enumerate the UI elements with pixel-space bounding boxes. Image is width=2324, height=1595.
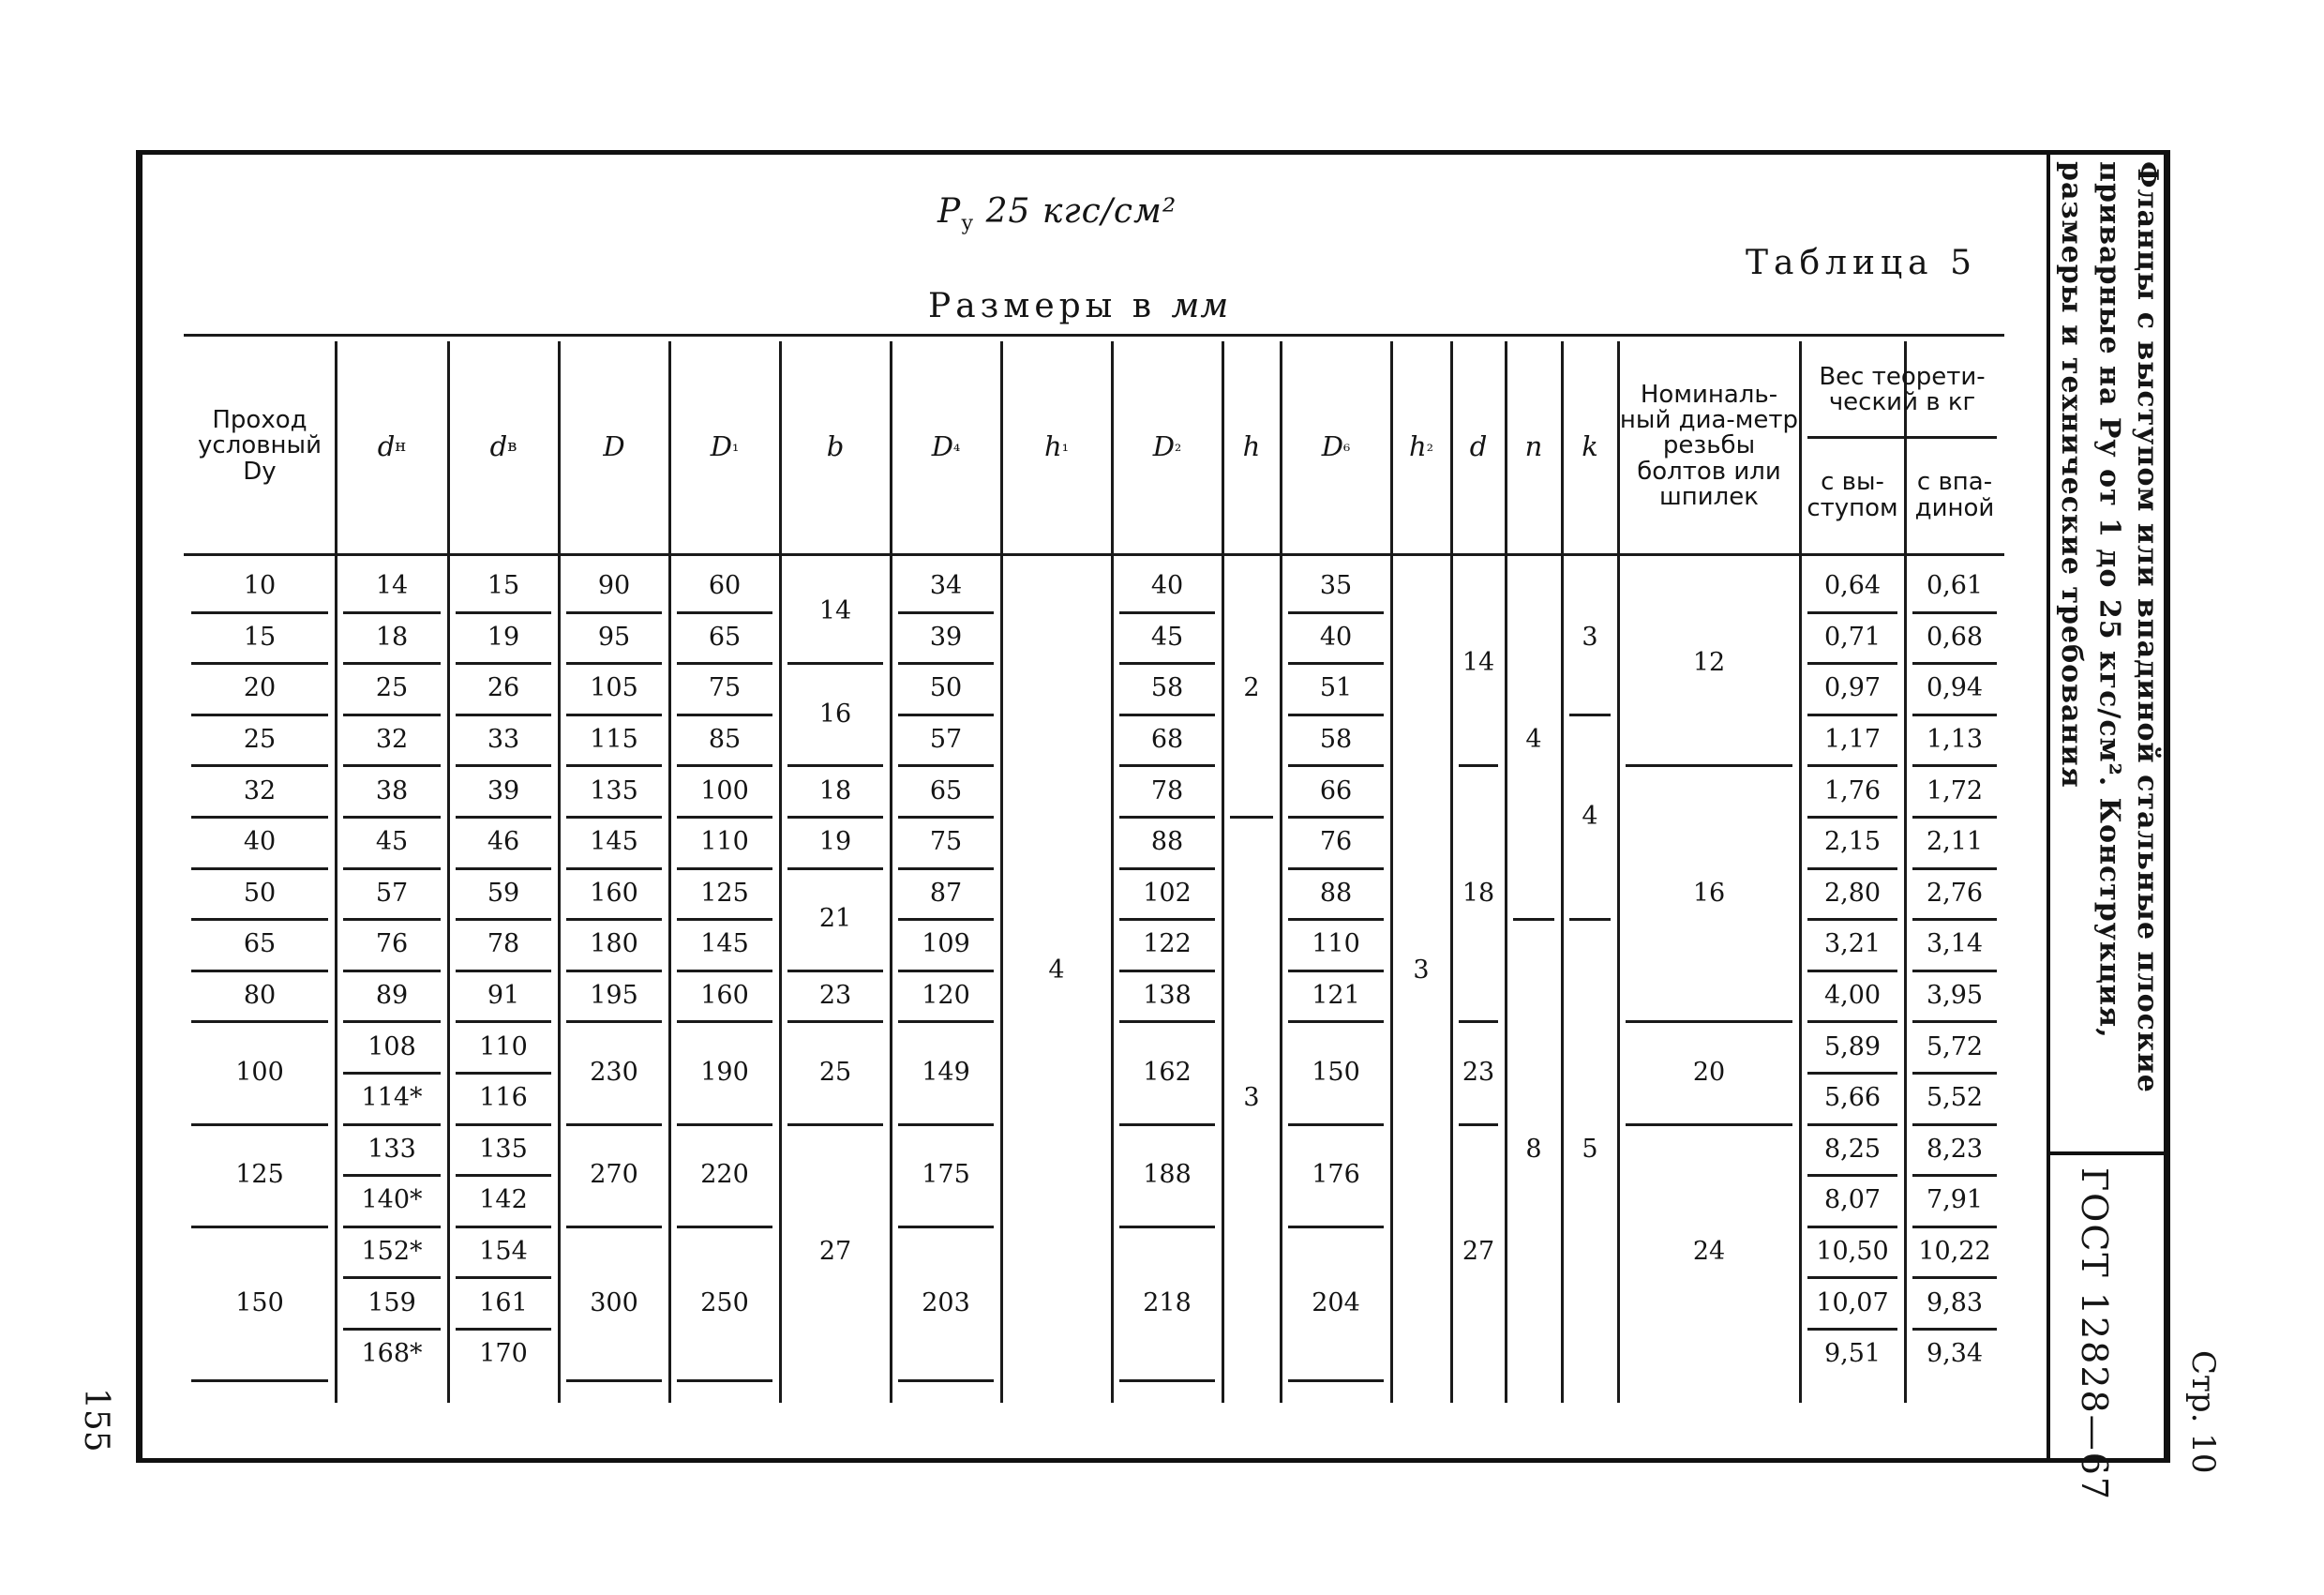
cell-dn: 114* [361, 1083, 423, 1113]
cell-d: 23 [1462, 1057, 1495, 1087]
cell-D1: 220 [700, 1160, 749, 1190]
cell-w2: 5,52 [1926, 1083, 1984, 1113]
cell-w2: 2,76 [1926, 878, 1984, 908]
cell-thread: 16 [1692, 878, 1726, 908]
cell-D6: 76 [1319, 827, 1353, 857]
cell-D1: 160 [700, 980, 749, 1010]
cell-dn: 108 [367, 1031, 416, 1061]
cell-D2: 122 [1143, 929, 1192, 959]
cell-rule [1230, 816, 1273, 819]
cell-dv: 116 [479, 1083, 528, 1113]
cell-D: 230 [590, 1057, 638, 1087]
cell-D: 115 [590, 724, 638, 754]
cell-dv: 78 [487, 929, 520, 959]
cell-D2: 45 [1150, 622, 1184, 652]
cell-w2: 5,72 [1926, 1031, 1984, 1061]
side-title: Фланцы с выступом или впадиной стальные плоские приварные на Pу от 1 до 25 кгс/см². Конструкция, размеры и технические требования [2055, 161, 2164, 1093]
cell-h1: 4 [1048, 955, 1065, 985]
cell-k: 4 [1582, 801, 1598, 831]
cell-w1: 8,07 [1823, 1185, 1882, 1215]
page-number-left: 155 [77, 1388, 115, 1452]
cell-w1: 5,89 [1823, 1031, 1882, 1061]
header-h1: h ₁ [1044, 429, 1069, 462]
cell-D: 145 [590, 827, 638, 857]
cell-w1: 2,15 [1823, 827, 1882, 857]
header-h: h [1242, 429, 1261, 462]
cell-w1: 2,80 [1823, 878, 1882, 908]
cell-D4: 50 [929, 673, 963, 703]
cell-thread: 24 [1692, 1236, 1726, 1266]
cell-D1: 145 [700, 929, 749, 959]
cell-b: 16 [818, 699, 852, 729]
cell-k: 5 [1582, 1134, 1598, 1164]
header-b: b [826, 429, 845, 462]
gost-number: ГОСТ 12828—67 [2074, 1167, 2115, 1502]
cell-w2: 10,22 [1918, 1236, 1991, 1266]
header-D2: D ₂ [1152, 429, 1182, 462]
cell-D4: 34 [929, 571, 963, 601]
cell-w1: 9,51 [1823, 1339, 1882, 1369]
cell-b: 18 [818, 775, 852, 805]
cell-w1: 1,17 [1823, 724, 1882, 754]
cell-dv: 170 [479, 1339, 528, 1369]
cell-w2: 9,34 [1926, 1339, 1984, 1369]
cell-w1: 1,76 [1823, 775, 1882, 805]
cell-dn: 152* [361, 1236, 423, 1266]
cell-w2: 1,13 [1926, 724, 1984, 754]
header-D1: D ₁ [710, 429, 740, 462]
cell-w2: 7,91 [1926, 1185, 1984, 1215]
cell-w2: 3,14 [1926, 929, 1984, 959]
cell-D2: 218 [1143, 1287, 1192, 1317]
cell-D6: 204 [1312, 1287, 1360, 1317]
cell-dv: 26 [487, 673, 520, 703]
cell-b: 21 [818, 904, 852, 934]
cell-D2: 138 [1143, 980, 1192, 1010]
cell-D: 135 [590, 775, 638, 805]
cell-rule [1119, 1379, 1215, 1382]
frame-divider [2047, 150, 2050, 1463]
cell-D6: 150 [1312, 1057, 1360, 1087]
cell-D6: 51 [1319, 673, 1353, 703]
cell-D1: 75 [708, 673, 742, 703]
cell-dn: 57 [375, 878, 409, 908]
cell-w2: 9,83 [1926, 1287, 1984, 1317]
cell-rule [191, 1379, 328, 1382]
cell-w2: 8,23 [1926, 1134, 1984, 1164]
cell-b: 23 [818, 980, 852, 1010]
cell-D1: 250 [700, 1287, 749, 1317]
cell-dy: 15 [243, 622, 277, 652]
weight-header-rule [1807, 436, 1997, 439]
cell-w1: 8,25 [1823, 1134, 1882, 1164]
cell-w1: 10,07 [1816, 1287, 1889, 1317]
header-k: k [1582, 429, 1598, 462]
cell-dn: 18 [375, 622, 409, 652]
table-top-rule [184, 334, 2004, 337]
cell-h: 3 [1243, 1083, 1260, 1113]
cell-D2: 188 [1143, 1160, 1192, 1190]
cell-dy: 10 [243, 571, 277, 601]
cell-D2: 78 [1150, 775, 1184, 805]
cell-dn: 76 [375, 929, 409, 959]
cell-dv: 59 [487, 878, 520, 908]
cell-D4: 120 [922, 980, 970, 1010]
cell-D: 105 [590, 673, 638, 703]
cell-b: 14 [818, 596, 852, 626]
header-bottom-rule [184, 553, 2004, 556]
cell-dy: 100 [235, 1057, 284, 1087]
cell-w1: 4,00 [1823, 980, 1882, 1010]
cell-dv: 154 [479, 1236, 528, 1266]
cell-w1: 0,71 [1823, 622, 1882, 652]
cell-d: 27 [1462, 1236, 1495, 1266]
cell-D2: 58 [1150, 673, 1184, 703]
cell-D: 180 [590, 929, 638, 959]
cell-D2: 162 [1143, 1057, 1192, 1087]
cell-w2: 2,11 [1926, 827, 1984, 857]
cell-dn: 133 [367, 1134, 416, 1164]
cell-dy: 50 [243, 878, 277, 908]
cell-D4: 75 [929, 827, 963, 857]
cell-w1: 10,50 [1816, 1236, 1889, 1266]
cell-dy: 25 [243, 724, 277, 754]
cell-w1: 0,64 [1823, 571, 1882, 601]
units-caption: Размеры в мм [928, 287, 1230, 325]
pressure-title: $P_у$ 25 кгс/см² [937, 192, 1177, 235]
cell-D2: 40 [1150, 571, 1184, 601]
cell-h: 2 [1243, 673, 1260, 703]
cell-w1: 0,97 [1823, 673, 1882, 703]
cell-h2: 3 [1413, 955, 1430, 985]
cell-dn: 14 [375, 571, 409, 601]
cell-rule [898, 1379, 994, 1382]
cell-D4: 175 [922, 1160, 970, 1190]
cell-D4: 87 [929, 878, 963, 908]
cell-D4: 57 [929, 724, 963, 754]
cell-D6: 66 [1319, 775, 1353, 805]
cell-D6: 58 [1319, 724, 1353, 754]
cell-D1: 190 [700, 1057, 749, 1087]
header-weight-groove: с впа-диной [1914, 468, 1995, 522]
cell-D: 95 [597, 622, 631, 652]
header-D4: D ₄ [931, 429, 961, 462]
cell-D: 90 [597, 571, 631, 601]
cell-k: 3 [1582, 622, 1598, 652]
cell-rule [1288, 1379, 1384, 1382]
cell-dv: 135 [479, 1134, 528, 1164]
cell-D4: 65 [929, 775, 963, 805]
cell-dn: 38 [375, 775, 409, 805]
cell-dn: 159 [367, 1287, 416, 1317]
cell-b: 25 [818, 1057, 852, 1087]
cell-rule [566, 1379, 662, 1382]
cell-dv: 15 [487, 571, 520, 601]
cell-dv: 19 [487, 622, 520, 652]
cell-dv: 161 [479, 1287, 528, 1317]
cell-D: 300 [590, 1287, 638, 1317]
table-number: Таблица 5 [1746, 244, 1977, 282]
cell-dy: 150 [235, 1287, 284, 1317]
cell-dy: 125 [235, 1160, 284, 1190]
header-D6: D ₆ [1321, 429, 1351, 462]
cell-D1: 110 [700, 827, 749, 857]
cell-b: 19 [818, 827, 852, 857]
cell-D2: 68 [1150, 724, 1184, 754]
header-dy: Проход условный Dу [198, 406, 322, 486]
cell-D6: 176 [1312, 1160, 1360, 1190]
cell-d: 18 [1462, 878, 1495, 908]
cell-D6: 35 [1319, 571, 1353, 601]
flange-table [184, 334, 2004, 1422]
cell-rule [677, 1379, 772, 1382]
cell-w2: 0,61 [1926, 571, 1984, 601]
cell-D: 160 [590, 878, 638, 908]
cell-dy: 32 [243, 775, 277, 805]
cell-dy: 40 [243, 827, 277, 857]
gost-divider [2050, 1151, 2170, 1155]
cell-dv: 46 [487, 827, 520, 857]
header-D: D [603, 429, 625, 462]
cell-dv: 39 [487, 775, 520, 805]
header-dv: d в [489, 429, 517, 462]
cell-D4: 109 [922, 929, 970, 959]
cell-D4: 203 [922, 1287, 970, 1317]
header-dn: d н [377, 429, 407, 462]
cell-dv: 91 [487, 980, 520, 1010]
cell-D6: 40 [1319, 622, 1353, 652]
cell-dv: 110 [479, 1031, 528, 1061]
cell-dv: 33 [487, 724, 520, 754]
cell-w2: 1,72 [1926, 775, 1984, 805]
cell-dn: 89 [375, 980, 409, 1010]
cell-D1: 65 [708, 622, 742, 652]
cell-dn: 140* [361, 1185, 423, 1215]
cell-D6: 88 [1319, 878, 1353, 908]
cell-thread: 12 [1692, 648, 1726, 678]
cell-n: 4 [1525, 724, 1542, 754]
header-n: n [1524, 429, 1543, 462]
header-h2: h ₂ [1409, 429, 1433, 462]
cell-D1: 125 [700, 878, 749, 908]
cell-w1: 5,66 [1823, 1083, 1882, 1113]
cell-thread: 20 [1692, 1057, 1726, 1087]
cell-n: 8 [1525, 1134, 1542, 1164]
cell-D6: 110 [1312, 929, 1360, 959]
cell-w2: 3,95 [1926, 980, 1984, 1010]
cell-D: 195 [590, 980, 638, 1010]
cell-w1: 3,21 [1823, 929, 1882, 959]
cell-D4: 149 [922, 1057, 970, 1087]
cell-D4: 39 [929, 622, 963, 652]
cell-dy: 65 [243, 929, 277, 959]
cell-d: 14 [1462, 648, 1495, 678]
cell-D6: 121 [1312, 980, 1360, 1010]
header-weight: Вес теорети-ческий в кг [1819, 362, 1986, 416]
cell-D2: 88 [1150, 827, 1184, 857]
header-weight-tongue: с вы-ступом [1807, 468, 1898, 522]
header-d: d [1469, 429, 1488, 462]
cell-dy: 80 [243, 980, 277, 1010]
cell-w2: 0,94 [1926, 673, 1984, 703]
cell-dn: 168* [361, 1339, 423, 1369]
cell-dn: 32 [375, 724, 409, 754]
cell-D1: 60 [708, 571, 742, 601]
cell-dn: 45 [375, 827, 409, 857]
header-thread: Номиналь-ный диа-метр резьбы болтов или шпилек [1619, 380, 1799, 511]
cell-D1: 100 [700, 775, 749, 805]
cell-dv: 142 [479, 1185, 528, 1215]
cell-w2: 0,68 [1926, 622, 1984, 652]
cell-D2: 102 [1143, 878, 1192, 908]
cell-dn: 25 [375, 673, 409, 703]
page-number-right: Стр. 10 [2184, 1350, 2222, 1474]
cell-b: 27 [818, 1236, 852, 1266]
cell-dy: 20 [243, 673, 277, 703]
cell-D1: 85 [708, 724, 742, 754]
cell-D: 270 [590, 1160, 638, 1190]
